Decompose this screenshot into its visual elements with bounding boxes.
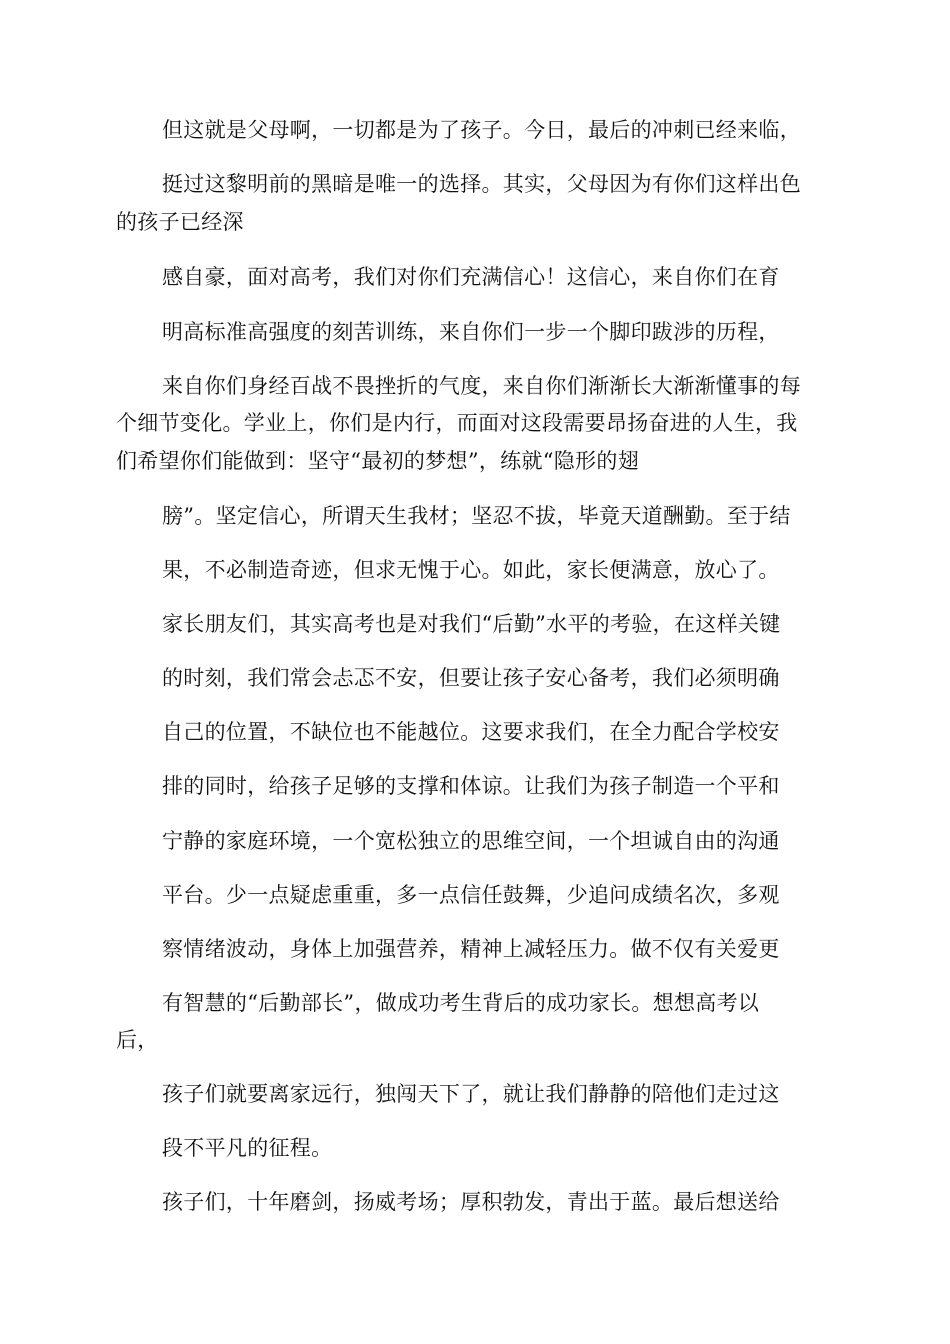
text-line: 自己的位置，不缺位也不能越位。这要求我们，在全力配合学校安 (162, 720, 780, 744)
text-line: 们希望你们能做到：坚守“最初的梦想”，练就“隐形的翅 (116, 449, 640, 473)
text-line: 果，不必制造奇迹，但求无愧于心。如此，家长便满意，放心了。 (162, 558, 780, 582)
text-line: 膀”。坚定信心，所谓天生我材；坚忍不拔，毕竟天道酬勤。至于结 (162, 504, 791, 528)
text-line: 的时刻，我们常会忐忑不安，但要让孩子安心备考，我们必须明确 (162, 666, 780, 690)
text-line: 但这就是父母啊，一切都是为了孩子。今日，最后的冲刺已经来临， (162, 118, 801, 142)
text-line: 个细节变化。学业上，你们是内行，而面对这段需要昂扬奋进的人生，我 (116, 411, 798, 435)
text-line: 家长朋友们，其实高考也是对我们“后勤”水平的考验，在这样关键 (162, 612, 781, 636)
text-line: 感自豪，面对高考，我们对你们充满信心！这信心，来自你们在育 (162, 265, 780, 289)
text-line: 段不平凡的征程。 (162, 1136, 333, 1160)
text-line: 来自你们身经百战不畏挫折的气度，来自你们渐渐长大渐渐懂事的每 (162, 374, 801, 398)
text-line: 平台。少一点疑虑重重，多一点信任鼓舞，少追问成绩名次，多观 (162, 883, 780, 907)
text-line: 后， (116, 1028, 159, 1052)
text-line: 排的同时，给孩子足够的支撑和体谅。让我们为孩子制造一个平和 (162, 774, 780, 798)
text-line: 察情绪波动，身体上加强营养，精神上减轻压力。做不仅有关爱更 (162, 937, 780, 961)
text-line: 明高标准高强度的刻苦训练，来自你们一步一个脚印跋涉的历程， (162, 320, 780, 344)
text-line: 的孩子已经深 (116, 210, 244, 234)
text-line: 挺过这黎明前的黑暗是唯一的选择。其实，父母因为有你们这样出色 (162, 172, 801, 196)
text-line: 孩子们，十年磨剑，扬威考场；厚积勃发，青出于蓝。最后想送给 (162, 1190, 780, 1214)
text-line: 有智慧的“后勤部长”，做成功考生背后的成功家长。想想高考以 (162, 991, 760, 1015)
text-line: 孩子们就要离家远行，独闯天下了，就让我们静静的陪他们走过这 (162, 1082, 780, 1106)
text-line: 宁静的家庭环境，一个宽松独立的思维空间，一个坦诚自由的沟通 (162, 829, 780, 853)
